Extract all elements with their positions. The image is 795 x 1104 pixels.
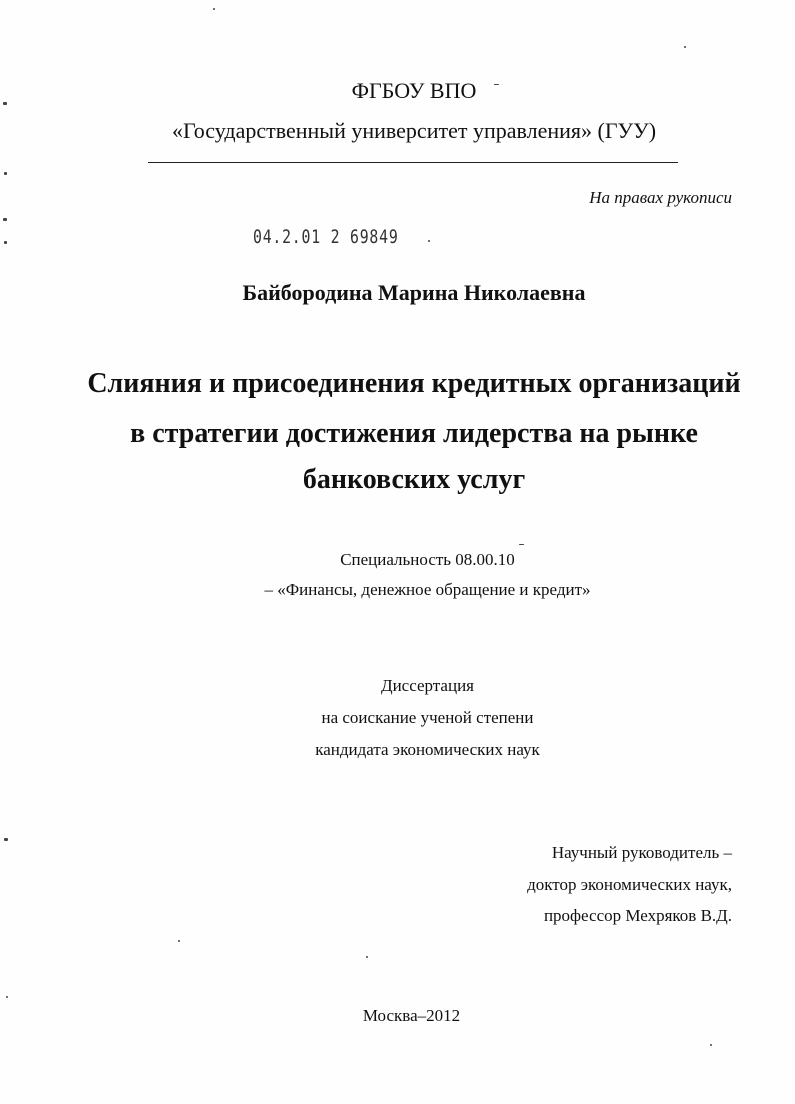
scan-speck [4, 241, 7, 244]
dissertation-title-line-2: в стратегии достижения лидерства на рынке [130, 418, 698, 449]
header-divider [148, 162, 678, 163]
specialty-code: Специальность 08.00.10 [340, 550, 515, 569]
scan-speck [710, 1044, 712, 1046]
scan-speck [428, 240, 430, 242]
scan-speck [366, 956, 368, 958]
scan-speck [684, 46, 686, 48]
registration-stamp-number: 04.2.01 2 69849 [253, 226, 399, 248]
dissertation-label: Диссертация [380, 676, 474, 695]
scan-speck [3, 102, 7, 105]
degree-purpose: на соискание ученой степени [321, 708, 534, 727]
scan-speck [4, 838, 8, 841]
manuscript-rights-note: На правах рукописи [589, 188, 732, 207]
scan-speck [213, 8, 215, 10]
degree-name: кандидата экономических наук [315, 740, 540, 759]
scan-speck [3, 218, 7, 221]
specialty-name: – «Финансы, денежное обращение и кредит» [264, 580, 591, 599]
city-and-year: Москва–2012 [362, 1006, 461, 1025]
dissertation-title-line-1: Слияния и присоединения кредитных организаций [87, 368, 741, 399]
supervisor-role: Научный руководитель – [551, 843, 732, 862]
supervisor-name: профессор Мехряков В.Д. [543, 906, 732, 925]
supervisor-degree: доктор экономических наук, [527, 875, 732, 894]
dissertation-title-line-3: банковских услуг [302, 464, 526, 495]
scan-speck [494, 84, 499, 85]
scan-speck [519, 544, 524, 545]
organization-short-name: ФГБОУ ВПО [351, 78, 477, 103]
scan-speck [178, 940, 180, 942]
scan-speck [6, 996, 8, 998]
organization-full-name: «Государственный университет управления» (ГУУ) [171, 118, 657, 143]
author-name: Байбородина Марина Николаевна [242, 280, 586, 305]
scan-speck [4, 172, 7, 175]
